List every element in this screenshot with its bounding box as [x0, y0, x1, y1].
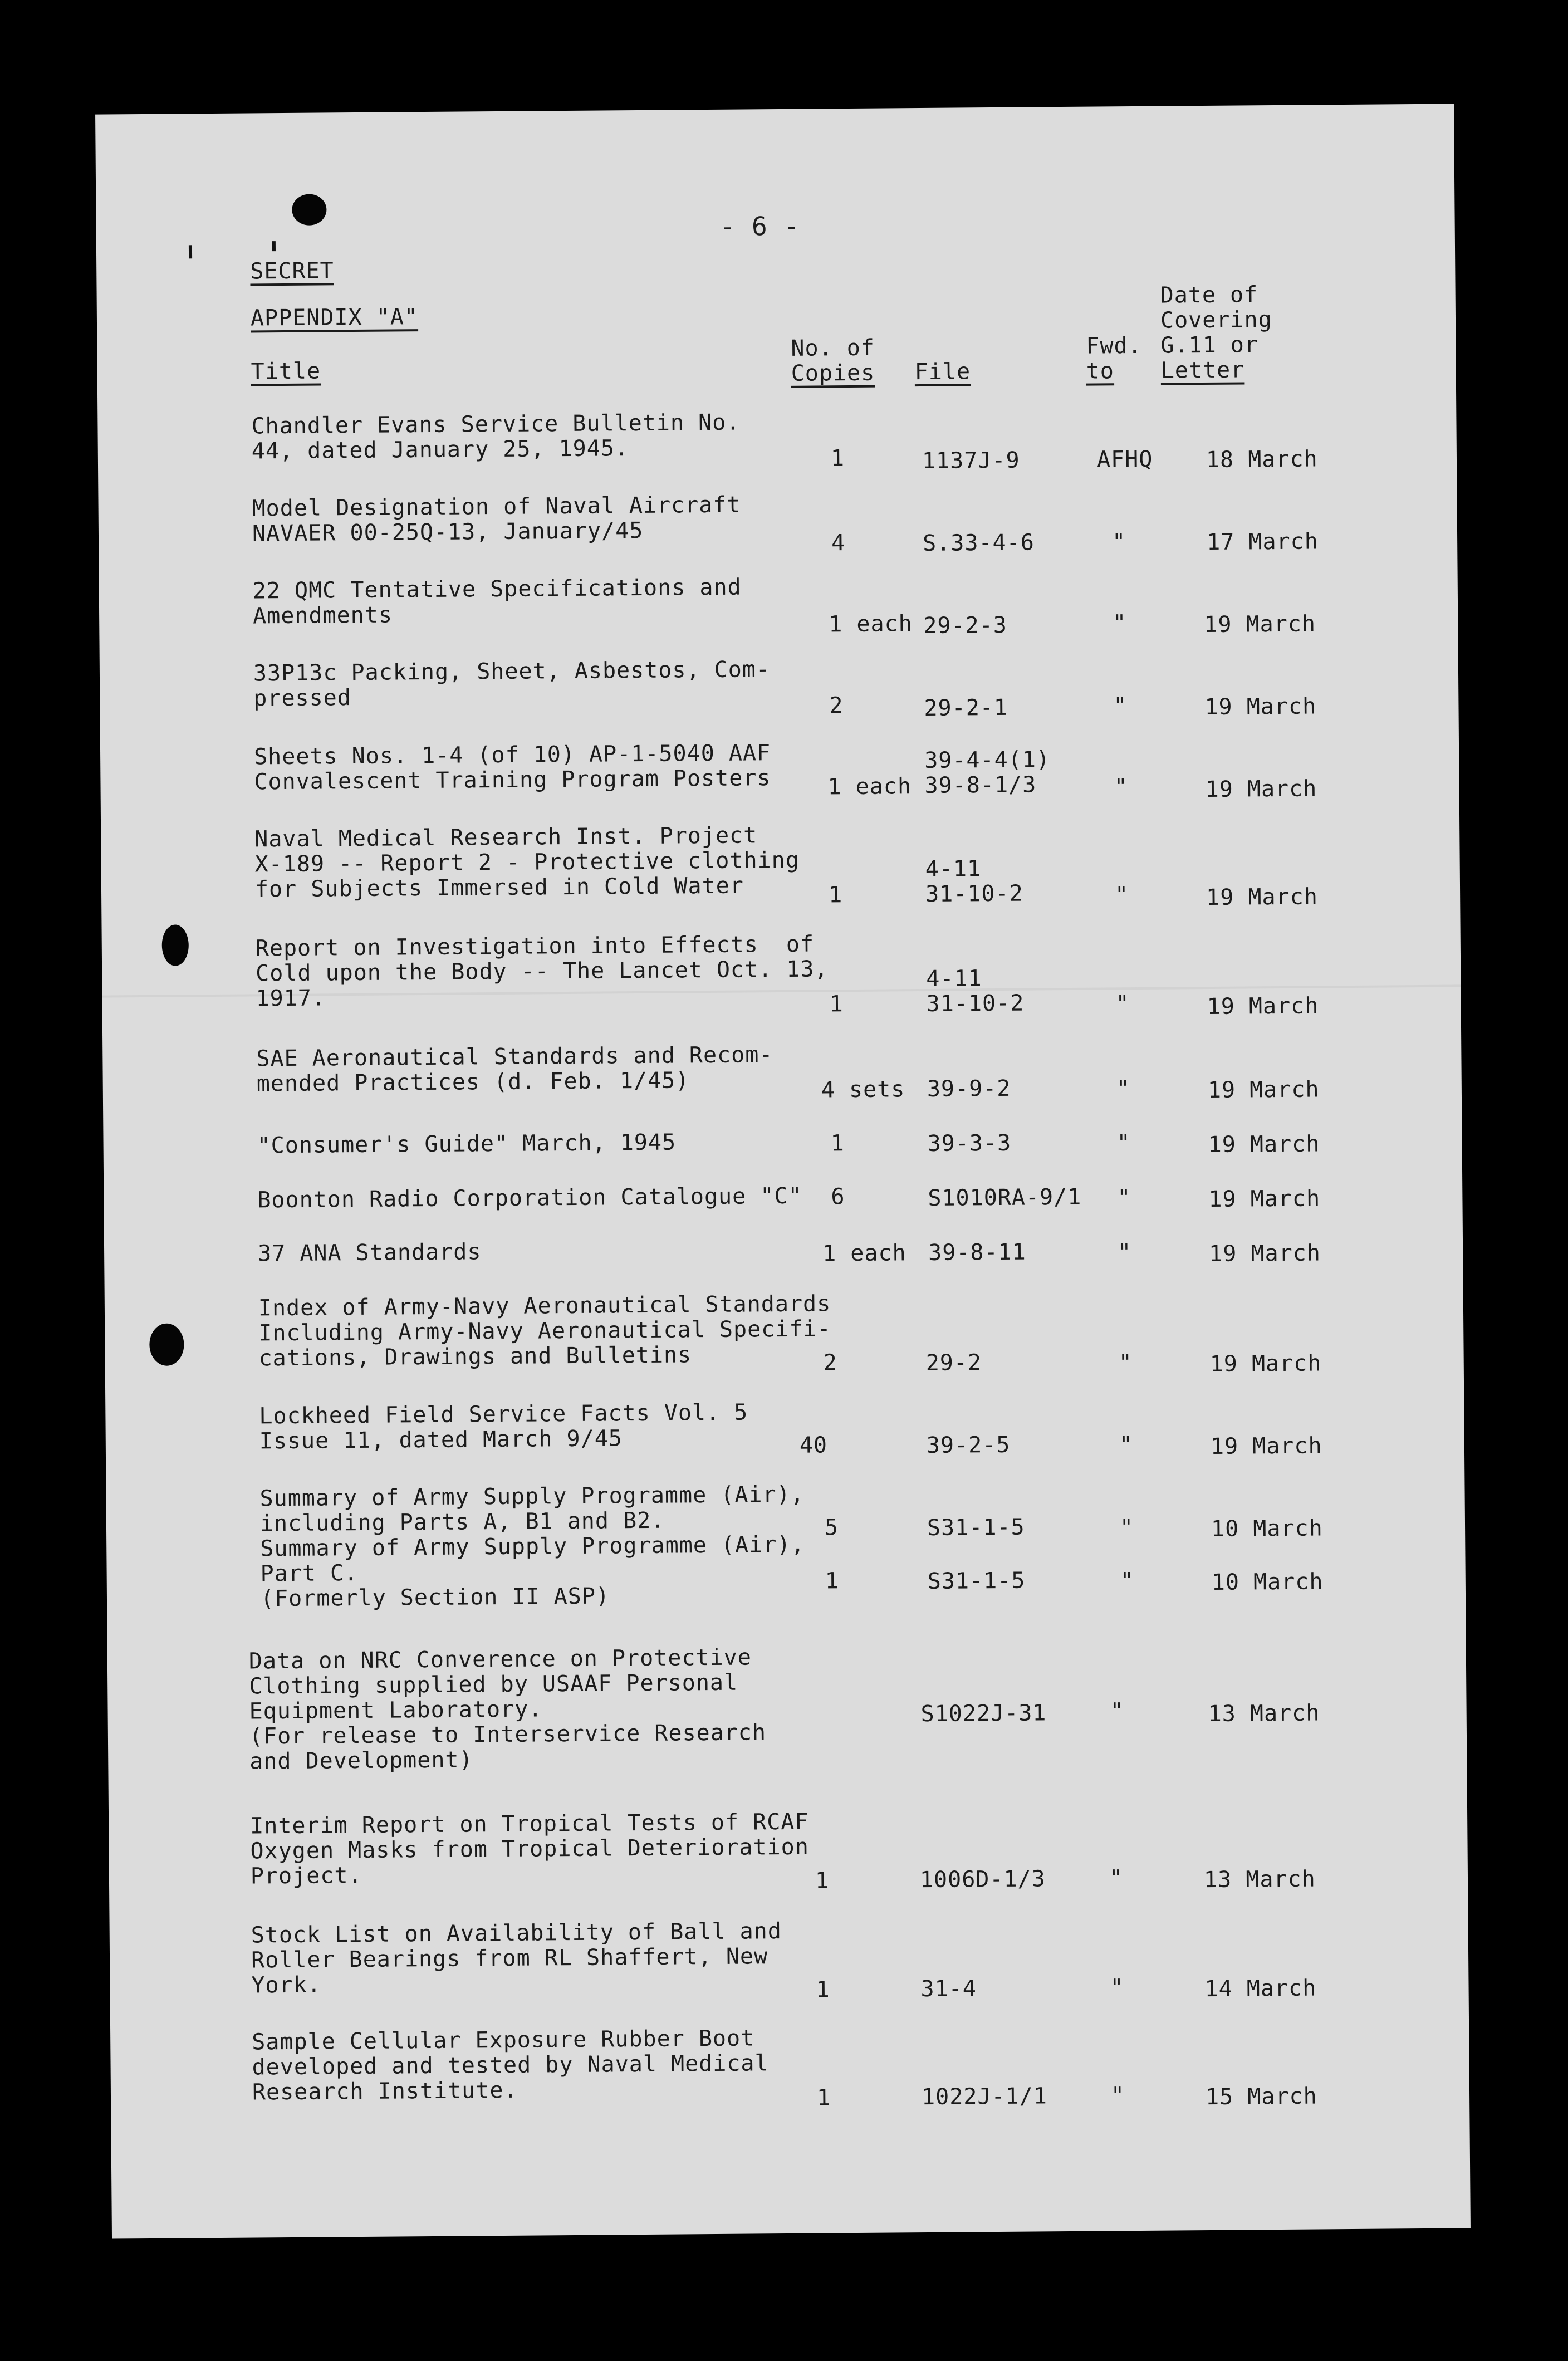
row-file: 29-2: [925, 1350, 982, 1376]
row-title-line: pressed: [253, 685, 352, 712]
row-file: 1137J-9: [922, 447, 1020, 474]
row-copies: 1: [830, 445, 845, 472]
row-fwd: ": [1115, 991, 1130, 1017]
row-title-line: Report on Investigation into Effects of: [255, 931, 815, 962]
row-date: 19 March: [1209, 1350, 1322, 1377]
row-title-line: Lockheed Field Service Facts Vol. 5: [259, 1399, 748, 1429]
row-file: 29-2-3: [923, 612, 1007, 639]
classification-label: SECRET: [250, 258, 334, 285]
row-copies: 1 each: [829, 611, 913, 638]
row-file: S31-1-5: [927, 1514, 1025, 1541]
row-fwd: ": [1109, 1865, 1124, 1892]
row-copies: 1: [830, 1130, 845, 1157]
row-title-line: NAVAER 00-25Q-13, January/45: [252, 517, 644, 547]
row-file: 39-8-11: [928, 1239, 1026, 1266]
row-file: 1006D-1/3: [919, 1866, 1046, 1893]
row-title-line: Issue 11, dated March 9/45: [259, 1426, 623, 1454]
column-header-title: Title: [251, 358, 321, 385]
row-date: 15 March: [1205, 2083, 1317, 2110]
row-fwd: ": [1117, 1240, 1132, 1266]
row-file: S1010RA-9/1: [928, 1184, 1082, 1211]
row-date: 18 March: [1206, 446, 1318, 473]
row-title-line: "Consumer's Guide" March, 1945: [257, 1129, 677, 1159]
row-title-line: York.: [251, 1972, 322, 1998]
row-title-line: Convalescent Training Program Posters: [254, 765, 771, 795]
row-file: 31-10-2: [925, 880, 1023, 907]
row-date: 19 March: [1205, 776, 1317, 803]
row-copies: 1 each: [822, 1240, 906, 1267]
row-title-line: Roller Bearings from RL Shaffert, New: [251, 1943, 768, 1973]
margin-mark: [272, 241, 276, 251]
column-header-date-line2: Covering: [1160, 307, 1272, 334]
row-copies: 6: [831, 1184, 845, 1210]
row-file: 39-3-3: [927, 1130, 1012, 1157]
row-date: 19 March: [1210, 1433, 1322, 1459]
row-title-line: Sample Cellular Exposure Rubber Boot: [252, 2025, 755, 2055]
row-copies: 2: [823, 1350, 837, 1376]
column-header-copies: [791, 336, 875, 386]
row-fwd: ": [1116, 1076, 1131, 1102]
row-title-line: Research Institute.: [252, 2077, 518, 2105]
row-file: 31-4: [920, 1976, 977, 2002]
row-fwd: ": [1113, 693, 1128, 719]
column-header-fwd-line2: to: [1086, 358, 1115, 384]
row-title-line: Index of Army-Navy Aeronautical Standards: [258, 1291, 831, 1321]
column-header-copies-line1: No. of: [791, 335, 875, 361]
row-title-line: Project.: [250, 1862, 362, 1889]
row-title-line: 44, dated January 25, 1945.: [251, 435, 629, 464]
row-title-line: Interim Report on Tropical Tests of RCAF: [250, 1809, 809, 1839]
row-fwd: ": [1110, 2083, 1125, 2109]
row-fwd: ": [1120, 1568, 1135, 1594]
row-title-line: (Formerly Section II ASP): [260, 1583, 610, 1612]
row-fwd: ": [1111, 529, 1126, 555]
row-copies: 1 each: [827, 773, 912, 800]
row-date: 17 March: [1206, 528, 1319, 555]
row-copies: 5: [824, 1515, 839, 1541]
row-copies: 1: [828, 882, 843, 908]
row-fwd: ": [1117, 1185, 1131, 1211]
row-fwd: AFHQ: [1096, 446, 1153, 473]
row-title-line: Model Designation of Naval Aircraft: [252, 492, 741, 522]
row-file: 39-4-4(1): [924, 747, 1051, 773]
row-date: 19 March: [1204, 693, 1317, 721]
row-fwd: ": [1110, 1698, 1124, 1725]
row-file: S.33-4-6: [922, 530, 1035, 556]
row-title-line: Summary of Army Supply Programme (Air),: [259, 1481, 805, 1512]
row-title-line: Chandler Evans Service Bulletin No.: [251, 409, 741, 439]
row-file: 31-10-2: [926, 990, 1025, 1017]
row-title-line: Summary of Army Supply Programme (Air),: [260, 1531, 805, 1562]
row-title-line: for Subjects Immersed in Cold Water: [254, 873, 744, 903]
row-fwd: ": [1118, 1350, 1133, 1376]
column-header-fwd: [1086, 334, 1142, 384]
row-title-line: Cold upon the Body -- The Lancet Oct. 13,: [256, 956, 829, 987]
row-file: 29-2-1: [924, 694, 1008, 721]
row-fwd: ": [1119, 1432, 1134, 1458]
row-title-line: 33P13c Packing, Sheet, Asbestos, Com-: [253, 657, 771, 687]
row-date: 19 March: [1204, 611, 1316, 638]
row-title-line: (For release to Interservice Research: [249, 1720, 767, 1750]
row-date: 19 March: [1207, 1076, 1320, 1104]
column-header-fwd-line1: Fwd.: [1086, 332, 1142, 359]
row-title-line: Equipment Laboratory.: [249, 1696, 543, 1725]
punch-hole: [161, 924, 189, 966]
row-title-line: Data on NRC Converence on Protective: [248, 1644, 752, 1674]
row-file: 4-11: [926, 966, 982, 992]
row-title-line: Sheets Nos. 1-4 (of 10) AP-1-5040 AAF: [253, 740, 771, 770]
row-fwd: ": [1119, 1515, 1134, 1541]
row-file: 4-11: [925, 856, 982, 882]
row-date: 10 March: [1211, 1569, 1324, 1595]
row-title-line: 1917.: [256, 985, 326, 1012]
row-title-line: 22 QMC Tentative Specifications and: [252, 574, 742, 604]
row-copies: 4: [831, 530, 846, 556]
row-copies: 1: [816, 1977, 830, 2003]
row-date: 13 March: [1208, 1700, 1320, 1727]
row-file: S31-1-5: [927, 1568, 1026, 1594]
row-copies: 1: [816, 2085, 831, 2111]
row-date: 19 March: [1207, 993, 1319, 1020]
row-file: 39-2-5: [926, 1432, 1011, 1458]
row-title-line: Oxygen Masks from Tropical Deterioration: [250, 1834, 809, 1864]
row-title-line: X-189 -- Report 2 - Protective clothing: [254, 847, 800, 878]
row-title-line: SAE Aeronautical Standards and Recom-: [256, 1042, 773, 1072]
row-date: 13 March: [1203, 1866, 1316, 1893]
row-copies: 1: [825, 1568, 840, 1594]
column-header-copies-line2: Copies: [791, 360, 875, 386]
punch-hole: [292, 194, 326, 225]
column-header-date-line4: Letter: [1160, 357, 1245, 384]
row-file: 39-9-2: [927, 1075, 1011, 1102]
row-copies: 4 sets: [821, 1076, 905, 1103]
punch-hole: [149, 1323, 184, 1365]
row-date: 19 March: [1209, 1240, 1321, 1267]
row-file: 1022J-1/1: [921, 2083, 1047, 2110]
document-page: [95, 104, 1471, 2238]
row-copies: 2: [829, 693, 844, 719]
row-date: 10 March: [1211, 1515, 1323, 1542]
row-title-line: and Development): [249, 1747, 473, 1775]
column-header-date-line1: Date of: [1160, 282, 1258, 308]
row-title-line: including Parts A, B1 and B2.: [259, 1507, 665, 1537]
row-copies: 1: [829, 991, 844, 1017]
appendix-title: APPENDIX "A": [250, 304, 419, 331]
row-title-line: 37 ANA Standards: [257, 1239, 482, 1267]
row-title-line: cations, Drawings and Bulletins: [258, 1342, 692, 1371]
row-title-line: Boonton Radio Corporation Catalogue "C": [257, 1183, 802, 1213]
column-header-date: [1160, 282, 1272, 384]
row-title-line: mended Practices (d. Feb. 1/45): [256, 1067, 690, 1097]
margin-mark: [189, 245, 192, 258]
row-fwd: ": [1114, 774, 1128, 800]
row-date: 19 March: [1206, 884, 1318, 911]
row-file: S1022J-31: [920, 1700, 1047, 1727]
row-title-line: developed and tested by Naval Medical: [252, 2050, 769, 2080]
row-fwd: ": [1116, 1130, 1131, 1157]
row-title-line: Part C.: [260, 1560, 359, 1587]
row-date: 19 March: [1208, 1186, 1321, 1212]
row-date: 14 March: [1204, 1975, 1317, 2002]
row-title-line: Stock List on Availability of Ball and: [251, 1918, 782, 1948]
row-fwd: ": [1110, 1975, 1124, 2001]
column-header-date-line3: G.11 or: [1160, 332, 1259, 359]
row-title-line: Clothing supplied by USAAF Personal: [249, 1669, 738, 1699]
row-copies: 1: [815, 1868, 830, 1894]
row-title-line: Amendments: [252, 602, 393, 629]
row-file: 39-8-1/3: [924, 772, 1037, 799]
page-number: - 6 -: [719, 210, 800, 242]
column-header-file: File: [914, 359, 971, 385]
row-fwd: ": [1113, 610, 1127, 636]
row-date: 19 March: [1208, 1131, 1320, 1158]
row-title-line: Including Army-Navy Aeronautical Specifi-: [258, 1316, 831, 1346]
row-fwd: ": [1114, 882, 1129, 908]
row-title-line: Naval Medical Research Inst. Project: [254, 822, 758, 853]
row-copies: 40: [799, 1432, 828, 1458]
